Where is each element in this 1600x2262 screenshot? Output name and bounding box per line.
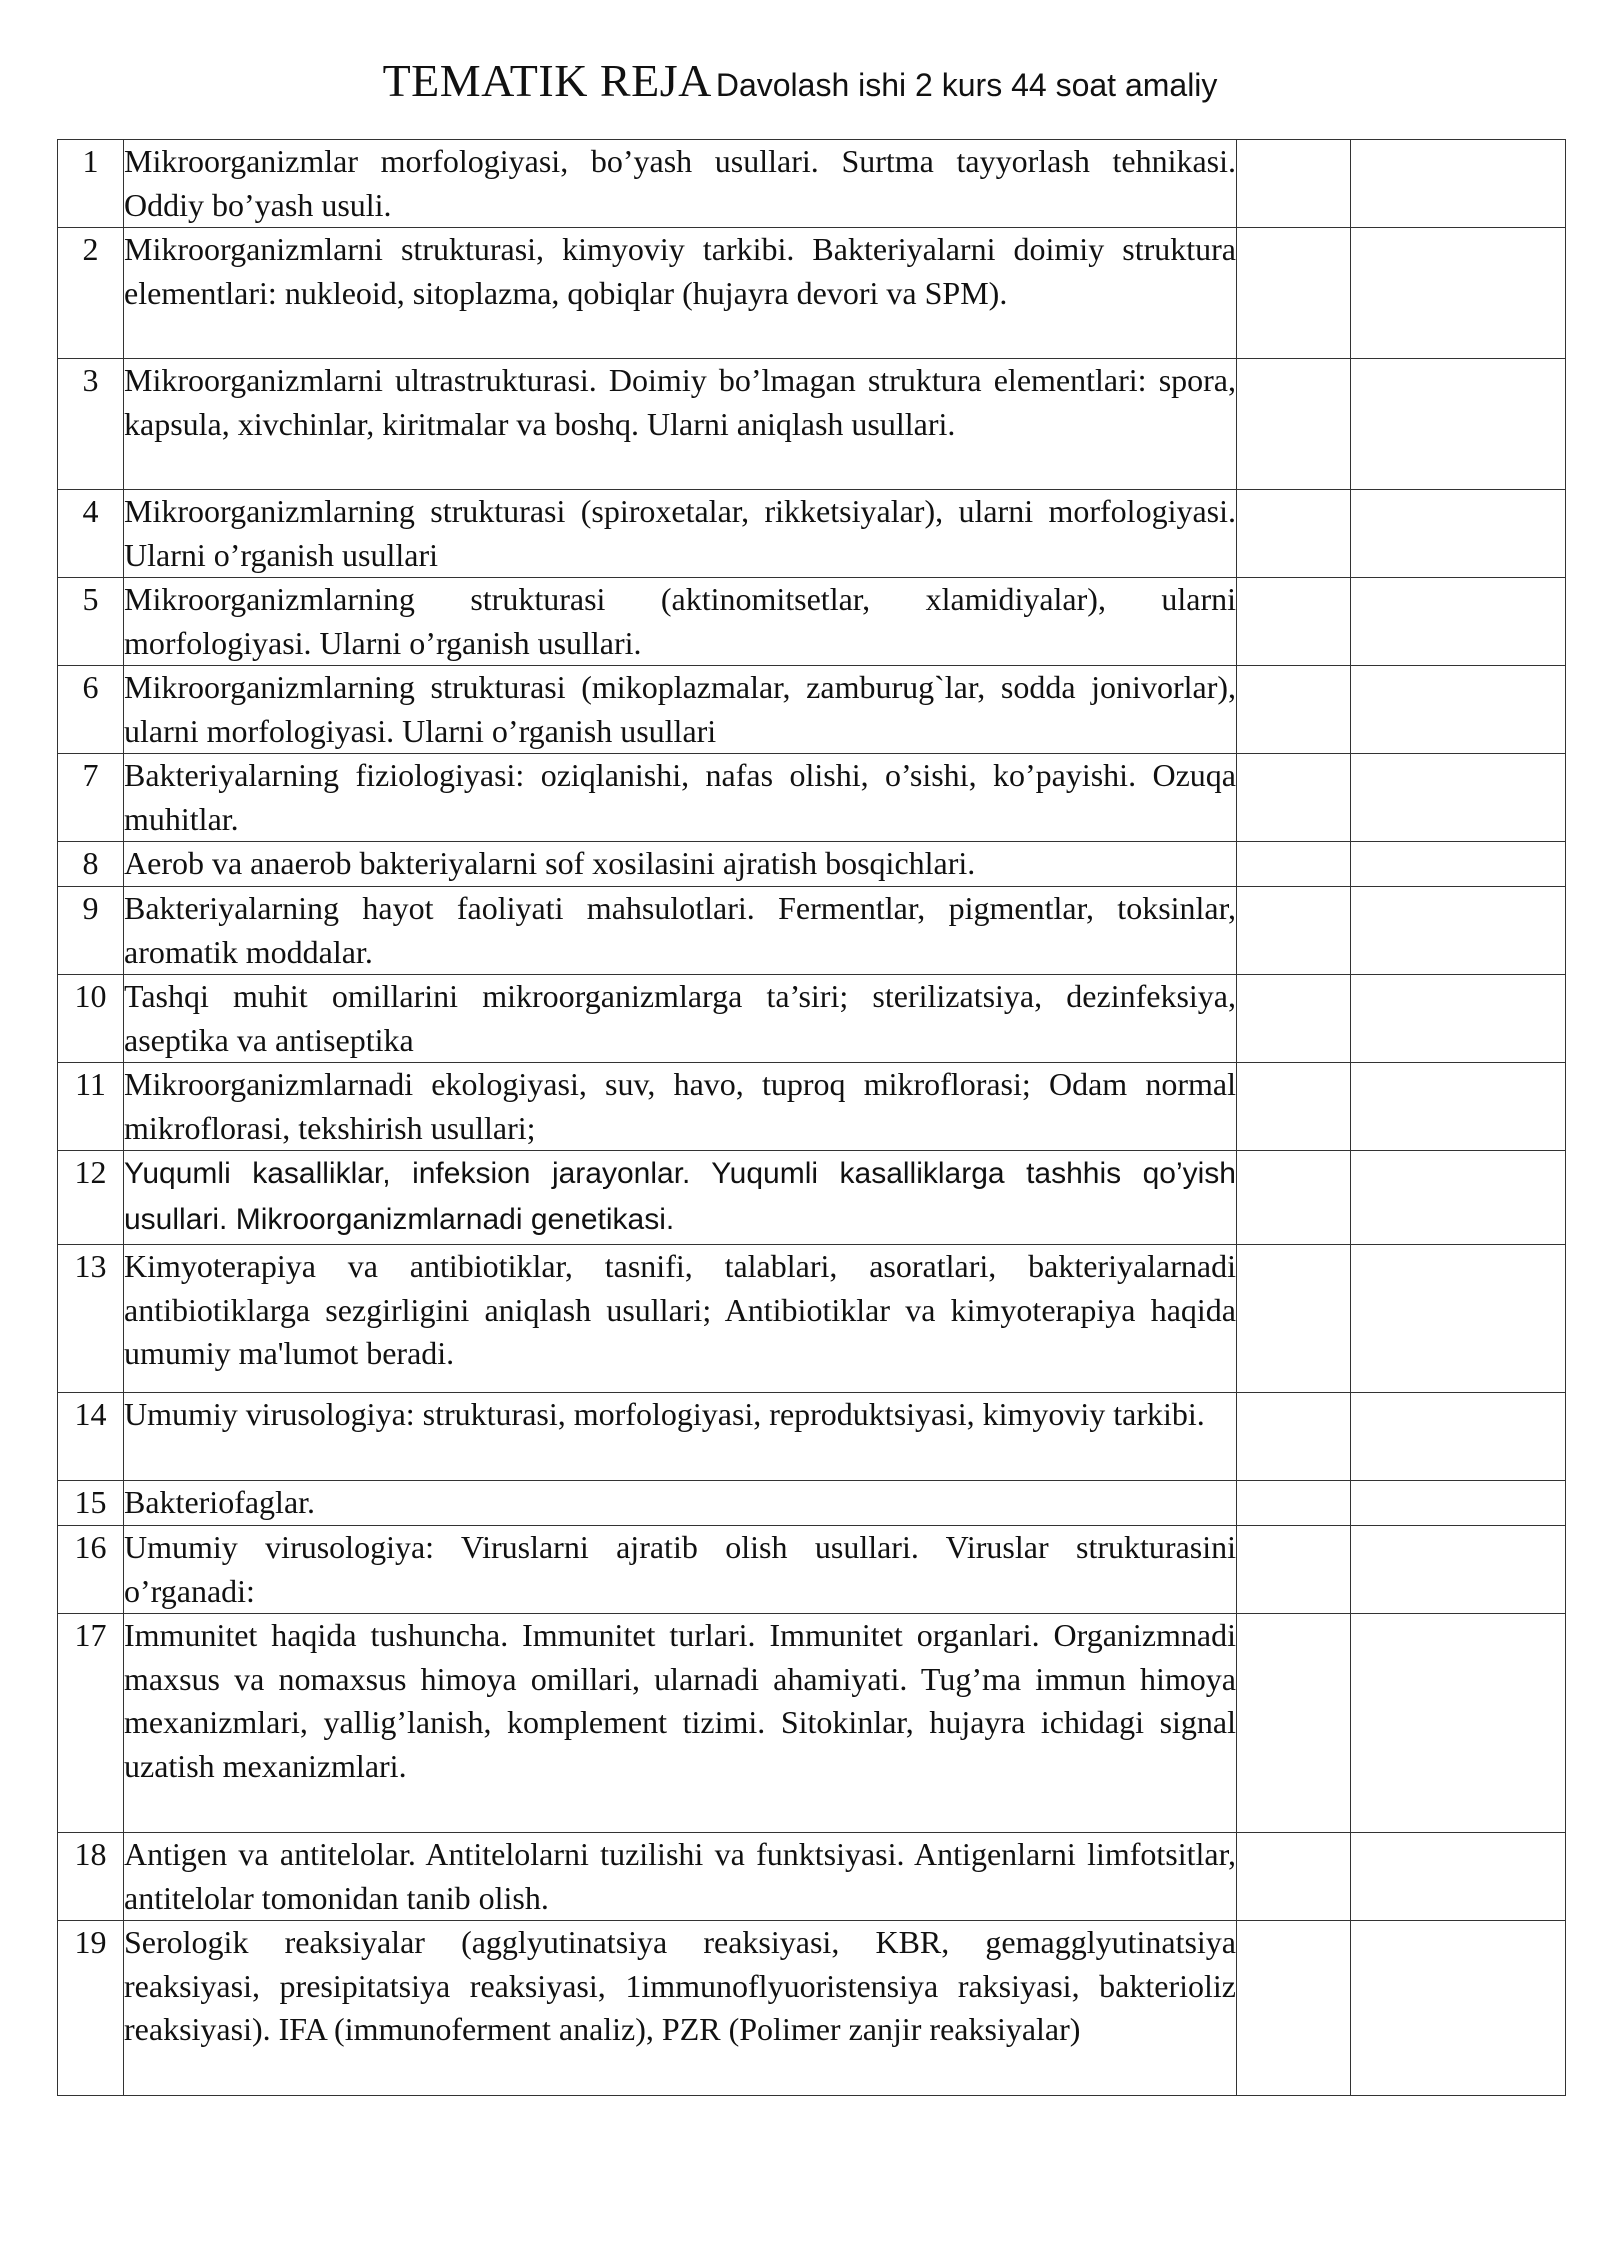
row-number: 14 (58, 1393, 124, 1481)
table-row (58, 666, 1566, 754)
empty-cell (1237, 1614, 1351, 1833)
empty-cell (1351, 1921, 1566, 2096)
row-topic: Mikroorganizmlarnadi ekologiyasi, suv, havo, tuproq mikroflorasi; Odam normal mikroflorasi, tekshirish usullari; (124, 1063, 1237, 1151)
empty-cell (1351, 578, 1566, 666)
row-topic: Mikroorganizmlarning strukturasi (spiroxetalar, rikketsiyalar), ularni morfologiyasi. Ularni o’rganish usullari (124, 490, 1237, 578)
empty-cell (1237, 1063, 1351, 1151)
row-number: 16 (58, 1526, 124, 1614)
empty-cell (1351, 228, 1566, 359)
row-topic: Mikroorganizmlarning strukturasi (aktinomitsetlar, xlamidiyalar), ularni morfologiyasi. Ularni o’rganish usullari. (124, 578, 1237, 666)
row-topic: Antigen va antitelolar. Antitelolarni tuzilishi va funktsiyasi. Antigenlarni limfotsitlar, antitelolar tomonidan tanib olish. (124, 1833, 1237, 1921)
table-row (58, 490, 1566, 578)
row-number: 7 (58, 754, 124, 842)
empty-cell (1237, 359, 1351, 490)
empty-cell (1237, 228, 1351, 359)
empty-cell (1351, 1833, 1566, 1921)
empty-cell (1237, 842, 1351, 887)
empty-cell (1237, 666, 1351, 754)
row-number: 6 (58, 666, 124, 754)
empty-cell (1237, 887, 1351, 975)
row-number: 12 (58, 1151, 124, 1245)
row-number: 5 (58, 578, 124, 666)
empty-cell (1351, 754, 1566, 842)
row-topic: Tashqi muhit omillarini mikroorganizmlarga ta’siri; sterilizatsiya, dezinfeksiya, aseptika va antiseptika (124, 975, 1237, 1063)
empty-cell (1237, 1151, 1351, 1245)
table-row (58, 975, 1566, 1063)
row-topic: Mikroorganizmlar morfologiyasi, bo’yash usullari. Surtma tayyorlash tehnikasi. Oddiy bo’yash usuli. (124, 140, 1237, 228)
empty-cell (1237, 1393, 1351, 1481)
table-row (58, 1063, 1566, 1151)
table-row (58, 842, 1566, 887)
empty-cell (1351, 140, 1566, 228)
empty-cell (1351, 1481, 1566, 1526)
thematic-plan-table (57, 139, 1566, 2096)
row-number: 3 (58, 359, 124, 490)
title-main: TEMATIK REJA (382, 55, 712, 106)
row-topic: Bakteriyalarning fiziologiyasi: oziqlanishi, nafas olishi, o’sishi, ko’payishi. Ozuqa muhitlar. (124, 754, 1237, 842)
empty-cell (1351, 887, 1566, 975)
row-number: 4 (58, 490, 124, 578)
empty-cell (1237, 975, 1351, 1063)
empty-cell (1351, 1151, 1566, 1245)
table-row (58, 228, 1566, 359)
empty-cell (1237, 1833, 1351, 1921)
table-row (58, 1151, 1566, 1245)
empty-cell (1237, 1921, 1351, 2096)
table-row (58, 887, 1566, 975)
empty-cell (1237, 140, 1351, 228)
table-row (58, 1393, 1566, 1481)
row-topic: Kimyoterapiya va antibiotiklar, tasnifi, talablari, asoratlari, bakteriyalarnadi antibiotiklarga sezgirligini aniqlash usullari; Antibiotiklar va kimyoterapiya haqida umumiy ma'lumot beradi. (124, 1245, 1237, 1393)
row-number: 18 (58, 1833, 124, 1921)
table-row (58, 578, 1566, 666)
empty-cell (1351, 359, 1566, 490)
empty-cell (1351, 1393, 1566, 1481)
row-topic: Mikroorganizmlarning strukturasi (mikoplazmalar, zamburug`lar, sodda jonivorlar), ularni morfologiyasi. Ularni o’rganish usullari (124, 666, 1237, 754)
row-number: 8 (58, 842, 124, 887)
row-number: 15 (58, 1481, 124, 1526)
row-topic: Serologik reaksiyalar (agglyutinatsiya reaksiyasi, KBR, gemagglyutinatsiya reaksiyasi, presipitatsiya reaksiyasi, 1immunoflyuoristensiya raksiyasi, bakterioliz reaksiyasi). IFA (immunoferment analiz), PZR (Polimer zanjir reaksiyalar) (124, 1921, 1237, 2096)
row-number: 19 (58, 1921, 124, 2096)
title-subtitle: Davolash ishi 2 kurs 44 soat amaliy (715, 67, 1218, 103)
row-number: 1 (58, 140, 124, 228)
table-row (58, 1833, 1566, 1921)
empty-cell (1351, 1526, 1566, 1614)
page-title (0, 55, 1600, 106)
row-number: 13 (58, 1245, 124, 1393)
empty-cell (1351, 490, 1566, 578)
row-topic: Mikroorganizmlarni strukturasi, kimyoviy tarkibi. Bakteriyalarni doimiy struktura elementlari: nukleoid, sitoplazma, qobiqlar (hujayra devori va SPM). (124, 228, 1237, 359)
empty-cell (1351, 1063, 1566, 1151)
empty-cell (1351, 975, 1566, 1063)
row-topic: Bakteriofaglar. (124, 1481, 1237, 1526)
empty-cell (1351, 1245, 1566, 1393)
empty-cell (1237, 1245, 1351, 1393)
empty-cell (1237, 1526, 1351, 1614)
table-row (58, 359, 1566, 490)
row-topic: Bakteriyalarning hayot faoliyati mahsulotlari. Fermentlar, pigmentlar, toksinlar, aromatik moddalar. (124, 887, 1237, 975)
row-number: 9 (58, 887, 124, 975)
table-row (58, 1526, 1566, 1614)
row-number: 2 (58, 228, 124, 359)
table-row (58, 140, 1566, 228)
table-row (58, 754, 1566, 842)
empty-cell (1351, 1614, 1566, 1833)
table-row (58, 1921, 1566, 2096)
table-row (58, 1614, 1566, 1833)
empty-cell (1237, 1481, 1351, 1526)
row-number: 17 (58, 1614, 124, 1833)
table-row (58, 1481, 1566, 1526)
empty-cell (1237, 578, 1351, 666)
row-topic: Mikroorganizmlarni ultrastrukturasi. Doimiy bo’lmagan struktura elementlari: spora, kapsula, xivchinlar, kiritmalar va boshq. Ularni aniqlash usullari. (124, 359, 1237, 490)
empty-cell (1237, 754, 1351, 842)
table-row (58, 1245, 1566, 1393)
empty-cell (1351, 842, 1566, 887)
row-topic: Yuqumli kasalliklar, infeksion jarayonlar. Yuqumli kasalliklarga tashhis qo’yish usullari. Mikroorganizmlarnadi genetikasi. (124, 1151, 1237, 1245)
row-number: 10 (58, 975, 124, 1063)
empty-cell (1351, 666, 1566, 754)
row-topic: Immunitet haqida tushuncha. Immunitet turlari. Immunitet organlari. Organizmnadi maxsus va nomaxsus himoya omillari, ularnadi ahamiyati. Tug’ma immun himoya mexanizmlari, yallig’lanish, komplement tizimi. Sitokinlar, hujayra ichidagi signal uzatish mexanizmlari. (124, 1614, 1237, 1833)
empty-cell (1237, 490, 1351, 578)
row-number: 11 (58, 1063, 124, 1151)
row-topic: Umumiy virusologiya: strukturasi, morfologiyasi, reproduktsiyasi, kimyoviy tarkibi. (124, 1393, 1237, 1481)
row-topic: Aerob va anaerob bakteriyalarni sof xosilasini ajratish bosqichlari. (124, 842, 1237, 887)
row-topic: Umumiy virusologiya: Viruslarni ajratib olish usullari. Viruslar strukturasini o’rganadi: (124, 1526, 1237, 1614)
